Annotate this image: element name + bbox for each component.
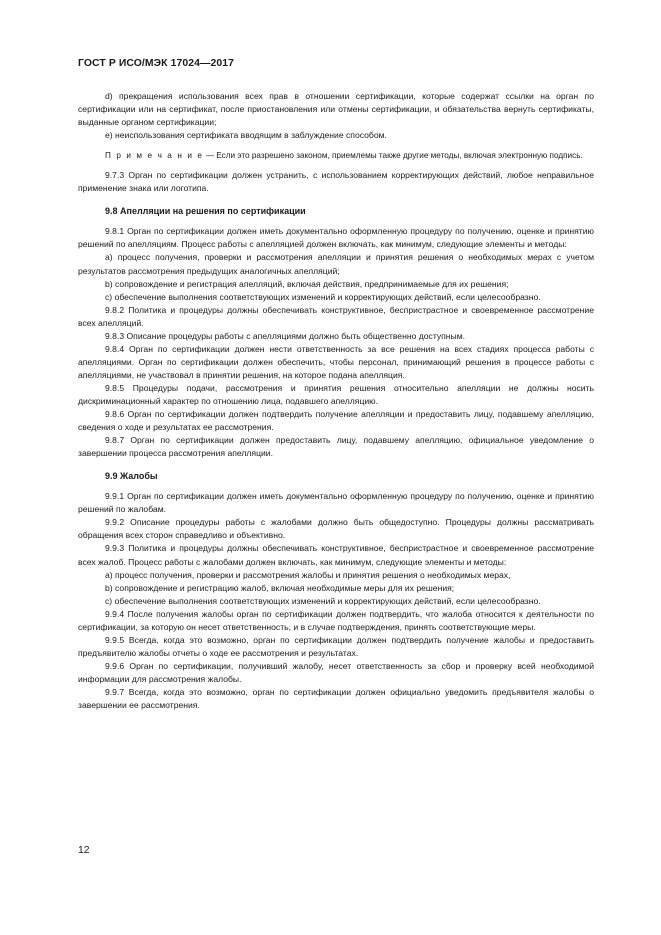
- paragraph-9-9-7: 9.9.7 Всегда, когда это возможно, орган по сертификации должен официально уведомить предъявителя жалобы о завершении ее рассмотрения.: [78, 686, 594, 711]
- paragraph-9-9-3: 9.9.3 Политика и процедуры должны обеспечивать конструктивное, беспристрастное и своевременное рассмотрение всех жалоб. Процесс работы с жалобами должен включать, как минимум, следующие элементы и методы:: [78, 543, 594, 567]
- paragraph-9-9-1: 9.9.1 Орган по сертификации должен иметь документально оформленную процедуру по получению, оценке и принятию решений по жалобам.: [78, 491, 594, 515]
- paragraph-9-8-4: 9.8.4 Орган по сертификации должен нести ответственность за все решения на всех стадиях процесса работы с апелляциями. Орган по сертификации должен обеспечить, чтобы персонал, принимающий решения в процессе работы с апелляциями, не участвовал в принятии решения, на которое подана апелляция.: [78, 343, 594, 380]
- paragraph-item-e: e) неиспользования сертификата вводящим в заблуждение способом.: [105, 130, 387, 141]
- paragraph-9-8-6: 9.8.6 Орган по сертификации должен подтвердить получение апелляции и предоставить лицу, подавшему апелляцию, сведения о ходе и результатах ее рассмотрения.: [78, 409, 594, 433]
- section-heading-9-9: 9.9 Жалобы: [105, 471, 158, 482]
- paragraph-9-9-3-c: c) обеспечение выполнения соответствующих изменений и корректирующих действий, если целесообразно.: [105, 595, 541, 606]
- page-number: 12: [78, 845, 90, 856]
- paragraph-9-9-6: 9.9.6 Орган по сертификации, получивший жалобу, несет ответственность за сбор и проверку всей необходимой информации для рассмотрения жалобы.: [78, 660, 594, 684]
- paragraph-9-8-2: 9.8.2 Политика и процедуры должны обеспечивать конструктивное, беспристрастное и своевременное рассмотрение всех апелляций.: [78, 304, 594, 328]
- note-label: П р и м е ч а н и е: [105, 151, 204, 161]
- paragraph-9-9-5: 9.9.5 Всегда, когда это возможно, орган по сертификации должен подтвердить получение жалобы и предоставить предъявителю жалобы отчеты о ходе ее рассмотрения и результатах.: [78, 634, 594, 658]
- paragraph-9-9-2: 9.9.2 Описание процедуры работы с жалобами должно быть общедоступно. Процедуры должны рассматривать обращения всех сторон справедливо и объективно.: [78, 517, 594, 541]
- paragraph-9-8-1-a: a) процесс получения, проверки и рассмотрения апелляции и принятия решения о необходимых мерах с учетом результатов рассмотрения предыдущих аналогичных апелляций;: [78, 252, 594, 276]
- document-header: ГОСТ Р ИСО/МЭК 17024—2017: [78, 58, 234, 69]
- paragraph-9-8-1: 9.8.1 Орган по сертификации должен иметь документально оформленную процедуру по получению, оценке и принятию решений по апелляциям. Процесс работы с апелляцией должен включать, как минимум, следующие элементы и методы:: [78, 226, 594, 250]
- paragraph-9-9-4: 9.9.4 После получения жалобы орган по сертификации должен подтвердить, что жалоба относится к деятельности по сертификации, за которую он несет ответственность, и в случае подтверждения, принять соответствующие меры.: [78, 608, 594, 632]
- paragraph-item-d: d) прекращения использования всех прав в отношении сертификации, которые содержат ссылки на орган по сертификации или на сертификат, после приостановления или отмены сертификации, и обязательства вернуть сертификаты, выданные органом сертификации;: [78, 91, 594, 128]
- paragraph-9-9-3-a: a) процесс получения, проверки и рассмотрения жалобы и принятия решения о необходимых мерах,: [105, 569, 511, 580]
- paragraph-9-8-1-b: b) сопровождение и регистрация апелляций, включая действия, предпринимаемые для их решения;: [105, 278, 509, 289]
- paragraph-9-8-1-c: c) обеспечение выполнения соответствующих изменений и корректирующих действий, если целесообразно.: [105, 291, 541, 302]
- paragraph-9-7-3: 9.7.3 Орган по сертификации должен устранить, с использованием корректирующих действий, любое неправильное применение знака или логотипа.: [78, 170, 594, 194]
- paragraph-9-8-7: 9.8.7 Орган по сертификации должен предоставить лицу, подавшему апелляцию, официальное уведомление о завершении процесса рассмотрения апелляции.: [78, 435, 594, 459]
- section-heading-9-8: 9.8 Апелляции на решения по сертификации: [105, 206, 306, 217]
- document-body: [78, 90, 594, 712]
- paragraph-9-8-5: 9.8.5 Процедуры подачи, рассмотрения и принятия решения относительно апелляции не должны носить дискриминационный характер по отношению лица, подавшего апелляцию.: [78, 382, 594, 406]
- note-text: — Если это разрешено законом, приемлемы также другие методы, включая электронную подпись.: [203, 151, 583, 161]
- paragraph-9-8-3: 9.8.3 Описание процедуры работы с апелляциями должно быть общественно доступным.: [105, 330, 466, 341]
- note: [78, 149, 594, 162]
- paragraph-9-9-3-b: b) сопровождение и регистрацию жалоб, включая необходимые меры для их решения;: [105, 582, 455, 593]
